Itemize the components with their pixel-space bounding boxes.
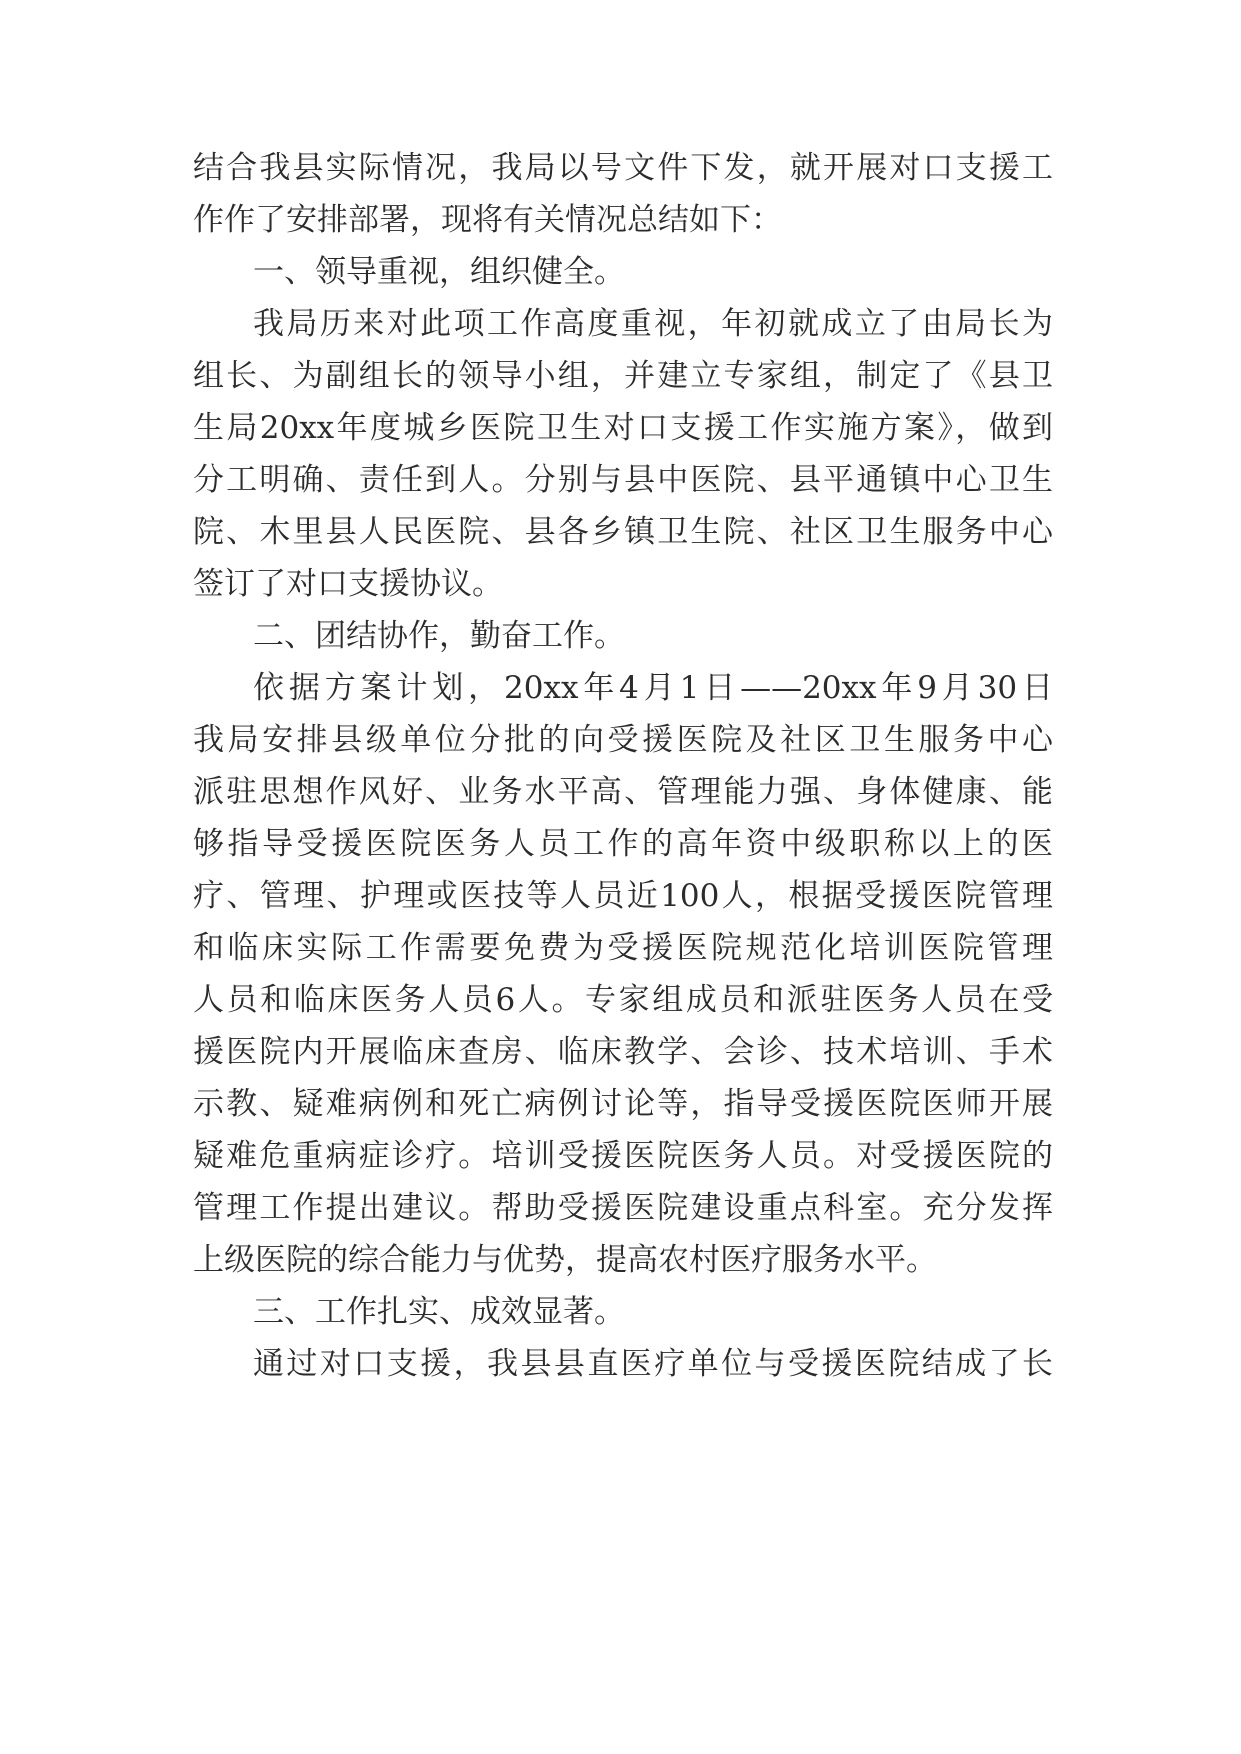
paragraph-line: 派驻思想作风好、业务水平高、管理能力强、身体健康、能	[193, 774, 1053, 810]
paragraph-line: 通过对口支援，我县县直医疗单位与受援医院结成了长	[253, 1346, 1053, 1382]
paragraph-line: 疑难危重病症诊疗。培训受援医院医务人员。对受援医院的	[193, 1138, 1053, 1174]
paragraph-line: 疗、管理、护理或医技等人员近100人，根据受援医院管理	[193, 878, 1053, 914]
paragraph-line: 生局20xx年度城乡医院卫生对口支援工作实施方案》，做到	[193, 410, 1053, 446]
paragraph-line: 我局历来对此项工作高度重视，年初就成立了由局长为	[253, 306, 1053, 342]
paragraph-line: 上级医院的综合能力与优势，提高农村医疗服务水平。	[193, 1242, 937, 1278]
paragraph-line: 院、木里县人民医院、县各乡镇卫生院、社区卫生服务中心	[193, 514, 1053, 550]
paragraph-line: 援医院内开展临床查房、临床教学、会诊、技术培训、手术	[193, 1034, 1053, 1070]
paragraph-line: 够指导受援医院医务人员工作的高年资中级职称以上的医	[193, 826, 1053, 862]
section-heading: 二、团结协作，勤奋工作。	[253, 618, 625, 654]
paragraph-line: 人员和临床医务人员6人。专家组成员和派驻医务人员在受	[193, 982, 1053, 1018]
paragraph-line: 示教、疑难病例和死亡病例讨论等，指导受援医院医师开展	[193, 1086, 1053, 1122]
paragraph-line: 依据方案计划，20xx年4月1日——20xx年9月30日	[253, 670, 1053, 706]
paragraph-line: 我局安排县级单位分批的向受援医院及社区卫生服务中心	[193, 722, 1053, 758]
section-heading: 一、领导重视，组织健全。	[253, 254, 625, 290]
paragraph-line: 管理工作提出建议。帮助受援医院建设重点科室。充分发挥	[193, 1190, 1053, 1226]
paragraph-line: 组长、为副组长的领导小组，并建立专家组，制定了《县卫	[193, 358, 1053, 394]
paragraph-line: 结合我县实际情况，我局以号文件下发，就开展对口支援工	[193, 150, 1053, 186]
section-heading: 三、工作扎实、成效显著。	[253, 1294, 625, 1330]
paragraph-line: 和临床实际工作需要免费为受援医院规范化培训医院管理	[193, 930, 1053, 966]
paragraph-line: 签订了对口支援协议。	[193, 566, 503, 602]
paragraph-line: 分工明确、责任到人。分别与县中医院、县平通镇中心卫生	[193, 462, 1053, 498]
paragraph-line: 作作了安排部署，现将有关情况总结如下：	[193, 202, 782, 238]
